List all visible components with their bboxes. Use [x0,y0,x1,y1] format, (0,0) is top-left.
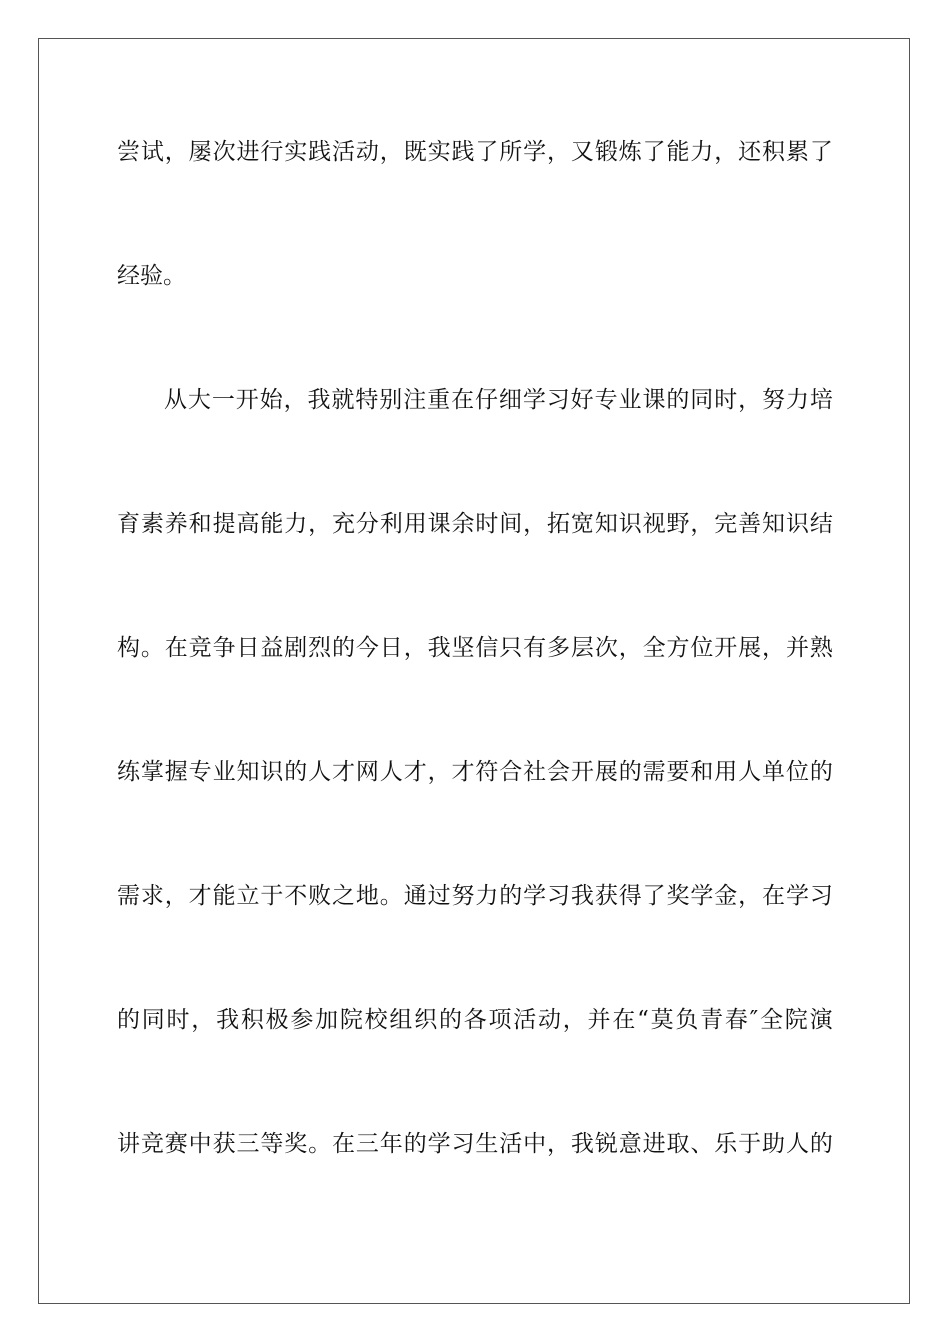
text-line-5: 构 。 在 竞 争 日 益 剧 烈 的 今 日 ， 我 坚 信 只 有 多 层 次 ， 全 方 位 开 展 ， 并 熟 [117,635,833,661]
text-line-1: 尝 试 ， 屡 次 进 行 实 践 活 动 ， 既 实 践 了 所 学 ， 又 锻 炼 了 能 力 ， 还 积 累 了 [117,139,833,165]
page-frame [38,38,910,1304]
text-line-9: 讲 竞 赛 中 获 三 等 奖 。 在 三 年 的 学 习 生 活 中 ， 我 锐 意 进 取 、 乐 于 助 人 的 [117,1131,833,1157]
text-line-6: 练 掌 握 专 业 知 识 的 人 才 网 人 才 ， 才 符 合 社 会 开 展 的 需 要 和 用 人 单 位 的 [117,759,833,785]
text-line-3: 从 大 一 开 始 ， 我 就 特 别 注 重 在 仔 细 学 习 好 专 业 课 的 同 时 ， 努 力 培 [164,387,833,413]
text-line-2: 经 验 。 [117,263,186,289]
text-line-8: 的 同 时 ， 我 积 极 参 加 院 校 组 织 的 各 项 活 动 ， 并 在 “ 莫 负 青 春 ″ 全 院 演 [117,1007,833,1033]
text-line-7: 需 求 ， 才 能 立 于 不 败 之 地 。 通 过 努 力 的 学 习 我 获 得 了 奖 学 金 ， 在 学 习 [117,883,833,909]
text-line-4: 育 素 养 和 提 高 能 力 ， 充 分 利 用 课 余 时 间 ， 拓 宽 知 识 视 野 ， 完 善 知 识 结 [117,511,833,537]
